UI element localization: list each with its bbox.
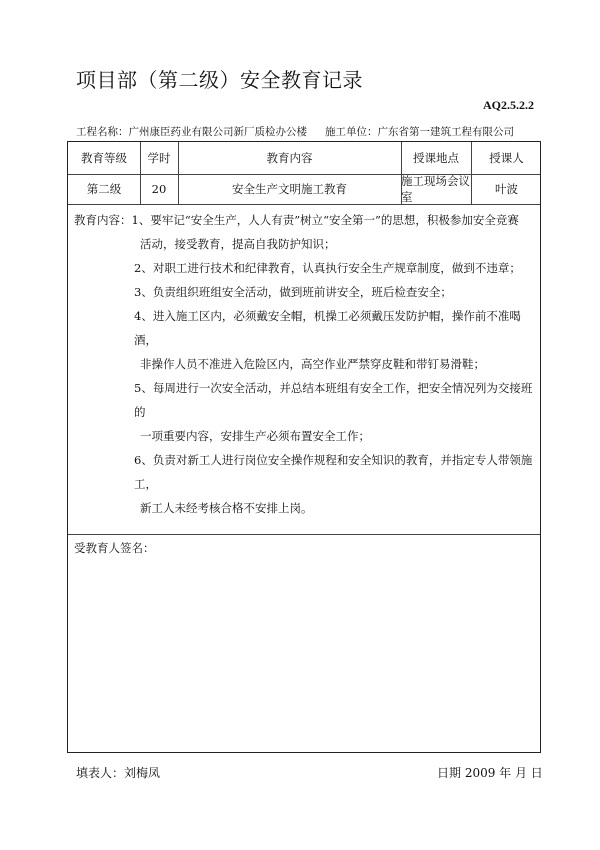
content-item-4: 4、进入施工区内，必须戴安全帽，机操工必须戴压发防护帽，操作前不准喝酒， [134,309,521,347]
header-hours: 学时 [140,142,179,174]
table-row [68,174,540,205]
content-item-2: 2、对职工进行技术和纪律教育，认真执行安全生产规章制度，做到不违章； [134,261,521,275]
document-code: AQ2.5.2.2 [483,98,534,112]
cell-level: 第二级 [68,174,141,204]
project-label: 工程名称： [76,126,129,138]
header-content: 教育内容 [178,142,402,174]
cell-instructor: 叶波 [495,182,518,196]
signature-label: 受教育人签名： [74,541,155,555]
content-item-4-cont: 非操作人员不准进入危险区内，高空作业严禁穿皮鞋和带钉易滑鞋； [140,357,485,371]
project-meta [76,124,514,139]
cell-hours: 20 [140,174,179,204]
content-item-1: 1、要牢记“安全生产，人人有责”树立“安全第一”的思想，积极参加安全竞赛 [131,213,519,227]
contractor-value: 广东省第一建筑工程有限公司 [377,126,514,138]
content-item-6-cont: 新工人未经考核合格不安排上岗。 [140,501,313,515]
header-location: 授课地点 [401,142,472,174]
page-title: 项目部（第二级）安全教育记录 [76,68,363,92]
content-item-6: 6、负责对新工人进行岗位安全操作规程和安全知识的教育，并指定专人带领施工， [134,453,533,491]
content-label: 教育内容： [74,213,132,227]
education-content [74,208,534,520]
date-field: 日期 2009 年 月 日 [437,766,543,780]
filler-name: 填表人：刘梅凤 [76,766,161,780]
project-value: 广州康臣药业有限公司新厂质检办公楼 [128,126,307,138]
signature-section [68,534,540,752]
education-content-section [68,204,540,535]
cell-content: 安全生产文明施工教育 [178,174,402,204]
content-item-1-cont: 活动，接受教育，提高自我防护知识； [140,237,336,251]
header-level: 教育等级 [68,142,141,174]
cell-location: 施工现场会议室 [401,174,470,204]
header-instructor: 授课人 [489,151,524,165]
record-sheet [67,141,541,753]
contractor-label: 施工单位： [325,126,378,138]
content-item-5-cont: 一项重要内容，安排生产必须布置安全工作； [140,429,370,443]
table-header-row [68,142,540,175]
content-item-5: 5、每周进行一次安全活动，并总结本班组有安全工作，把安全情况列为交接班的 [134,381,533,419]
content-item-3: 3、负责组织班组安全活动，做到班前讲安全，班后检查安全； [134,285,452,299]
